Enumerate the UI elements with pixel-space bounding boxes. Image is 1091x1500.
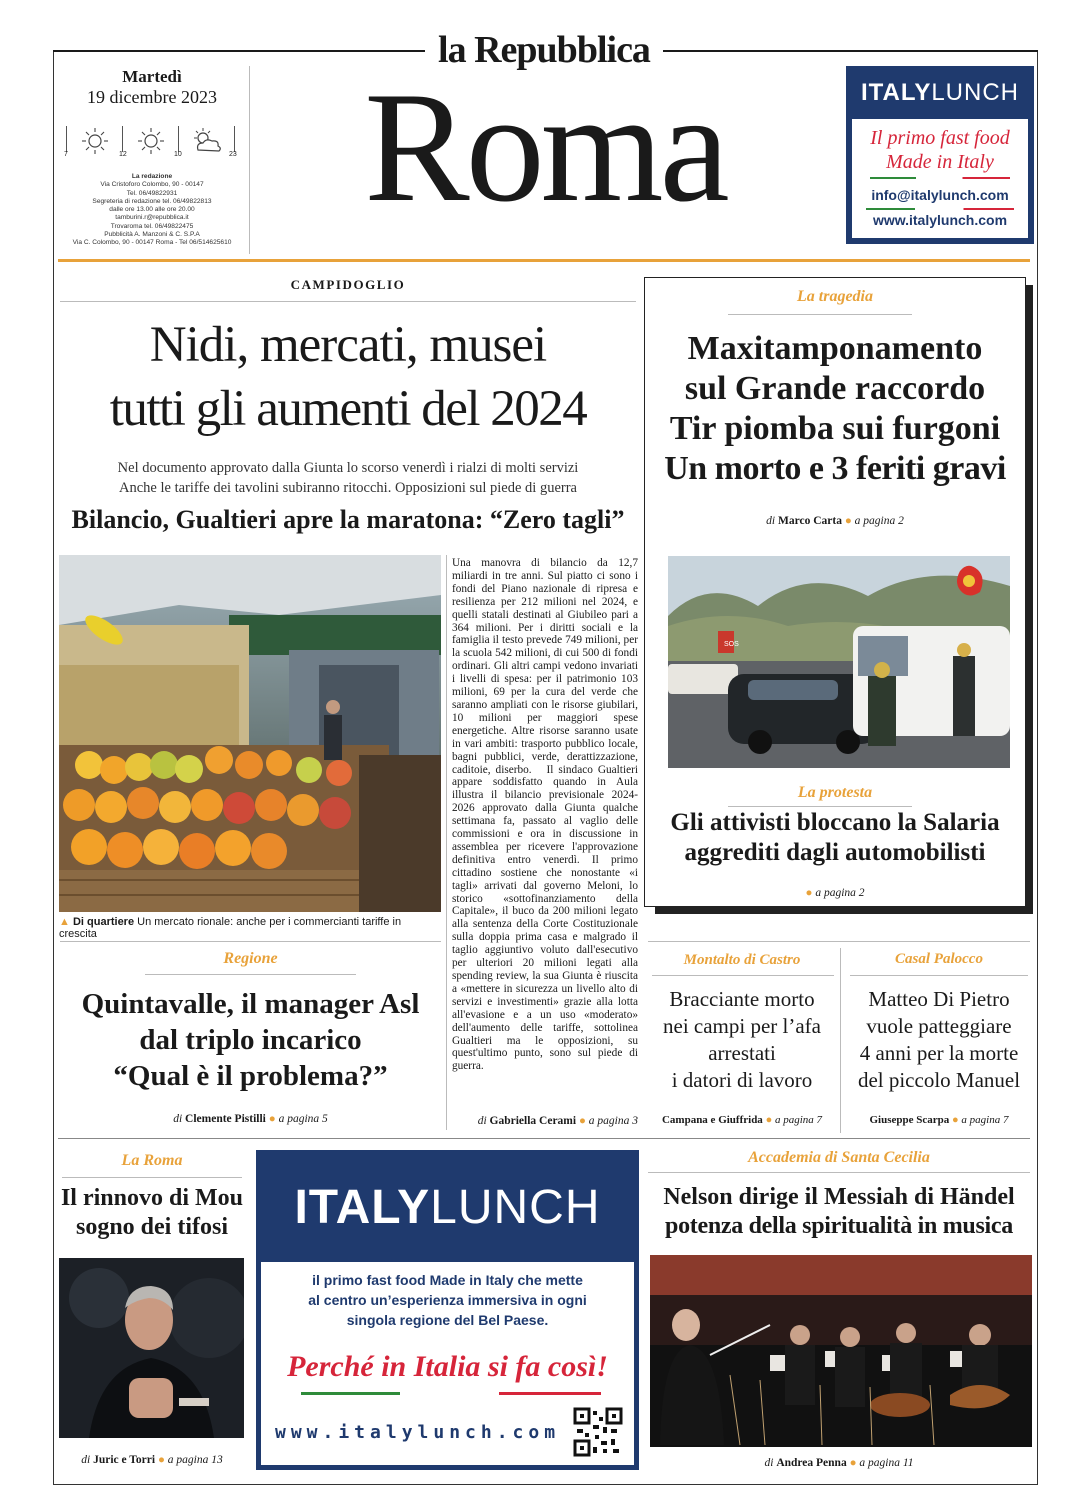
orchestra-photo xyxy=(650,1255,1032,1447)
cecilia-byline xyxy=(648,1457,1030,1469)
byline-author: Marco Carta xyxy=(777,515,842,527)
ad-top-email[interactable]: info@italylunch.com xyxy=(871,187,1009,203)
mourinho-photo xyxy=(59,1258,244,1438)
edition-title: Roma xyxy=(364,60,726,235)
regione-title: dal triplo incarico xyxy=(139,1024,362,1056)
ad-top-web[interactable]: www.italylunch.com xyxy=(872,212,1008,228)
masthead-rule-right xyxy=(663,50,1038,52)
redazione-title: La redazione xyxy=(131,173,173,180)
redazione-line: Via Cristoforo Colombo, 90 - 00147 xyxy=(100,181,204,189)
redazione-line: dalle ore 13.00 alle ore 20.00 xyxy=(109,206,195,214)
redazione-line: Segreteria di redazione tel. 06/49822813 xyxy=(92,197,212,205)
kicker-rule xyxy=(652,975,834,976)
byline-pre: di xyxy=(173,1113,183,1125)
montalto-title: arrestati xyxy=(708,1041,776,1065)
tragedia-title: sul Grande raccordo xyxy=(684,370,986,407)
laroma-title: Il rinnovo di Mou xyxy=(60,1185,244,1211)
masthead-accent-rule xyxy=(58,259,1030,262)
sun-icon xyxy=(78,126,112,156)
palocco-title: 4 anni per la morte xyxy=(859,1041,1019,1065)
kicker-rule xyxy=(728,314,912,315)
montalto-kicker: Montalto di Castro xyxy=(683,952,801,968)
ad-bottom-text: al centro un’esperienza immersiva in ogni xyxy=(308,1292,587,1308)
tragedia-title: Maxitamponamento xyxy=(687,330,983,367)
section-rule xyxy=(648,941,1030,942)
byline-author: Giuseppe Scarpa xyxy=(869,1114,950,1126)
tragedia-byline xyxy=(644,515,1026,527)
lead-byline xyxy=(452,1115,638,1127)
regione-kicker: Regione xyxy=(223,950,278,967)
byline-pre: di xyxy=(764,1457,774,1469)
regione-title: Quintavalle, il manager Asl xyxy=(81,988,420,1020)
palocco-title: Matteo Di Pietro xyxy=(868,987,1010,1011)
weather-sep xyxy=(66,126,67,152)
byline-page[interactable]: a pagina 3 xyxy=(588,1115,638,1127)
paper-name: la Repubblica xyxy=(438,29,650,71)
regione-byline xyxy=(60,1113,441,1125)
column-divider xyxy=(446,555,447,1130)
byline-page[interactable]: a pagina 11 xyxy=(859,1457,914,1469)
ad-brand-prefix: ITALY xyxy=(294,1181,431,1234)
tragedia-kicker: La tragedia xyxy=(797,288,873,305)
byline-author: Andrea Penna xyxy=(776,1457,847,1469)
section-label: CAMPIDOGLIO xyxy=(290,277,406,292)
byline-page[interactable]: a pagina 5 xyxy=(278,1113,328,1125)
lead-title: tutti gli aumenti del 2024 xyxy=(109,381,587,437)
orchestra-photo-art xyxy=(650,1255,1032,1447)
mourinho-photo-art xyxy=(59,1258,244,1438)
laroma-title: sogno dei tifosi xyxy=(75,1214,228,1240)
section-rule xyxy=(60,941,441,942)
byline-dot-icon: ● xyxy=(765,1114,773,1126)
laroma-byline xyxy=(60,1454,244,1466)
palocco-kicker: Casal Palocco xyxy=(895,951,983,967)
laroma-kicker: La Roma xyxy=(121,1152,183,1169)
byline-dot-icon: ● xyxy=(157,1454,165,1466)
masthead-date: 19 dicembre 2023 xyxy=(87,87,217,107)
weather-temp: 10 xyxy=(174,151,182,158)
byline-dot-icon: ● xyxy=(268,1113,276,1125)
ad-top-panel xyxy=(852,119,1028,238)
byline-page[interactable]: a pagina 7 xyxy=(774,1114,823,1126)
ad-top-slogan: Made in Italy xyxy=(886,151,994,173)
byline-page[interactable]: a pagina 13 xyxy=(167,1454,223,1466)
ad-brand-suffix: LUNCH xyxy=(931,79,1020,106)
ad-top[interactable] xyxy=(846,66,1034,244)
byline-dot-icon: ● xyxy=(844,515,852,527)
lead-subtitle: Bilancio, Gualtieri apre la maratona: “Zero tagli” xyxy=(71,505,625,534)
sos-sign: SOS xyxy=(724,641,739,648)
redazione-line: Via C. Colombo, 90 - 00147 Roma - Tel 06/514625610 xyxy=(72,239,232,247)
section-rule xyxy=(60,301,636,302)
protesta-byline xyxy=(644,887,1026,899)
montalto-title: i datori di lavoro xyxy=(671,1068,813,1092)
redazione-line: Pubblicità A. Manzoni & C. S.P.A xyxy=(104,231,200,239)
cecilia-title: potenza della spiritualità in musica xyxy=(665,1213,1013,1239)
ad-bottom-slogan: Perché in Italia si fa così! xyxy=(287,1350,608,1383)
kicker-rule xyxy=(728,806,912,807)
crash-photo xyxy=(668,556,1010,768)
ad-bottom-brand xyxy=(256,1180,639,1235)
kicker-rule xyxy=(145,974,356,975)
weather-sep xyxy=(122,126,123,152)
ad-bottom[interactable] xyxy=(256,1150,639,1470)
kicker-rule xyxy=(648,1172,1030,1173)
ad-top-stripe xyxy=(870,177,1010,179)
montalto-title: nei campi per l’afa xyxy=(663,1014,821,1038)
ad-bottom-web[interactable]: www.italylunch.com xyxy=(275,1422,561,1443)
byline-author: Juric e Torri xyxy=(93,1454,156,1466)
masthead-divider xyxy=(249,66,250,254)
redazione-line: Tel. 06/49822931 xyxy=(126,189,178,197)
kicker-rule xyxy=(850,975,1028,976)
photo-caption xyxy=(59,916,441,940)
kicker-rule xyxy=(62,1177,242,1178)
ad-top-slogan: Il primo fast food xyxy=(870,127,1010,149)
tragedia-title: Tir piomba sui furgoni xyxy=(669,410,1001,447)
cecilia-kicker: Accademia di Santa Cecilia xyxy=(748,1149,930,1166)
masthead-day: Martedì xyxy=(122,67,182,86)
market-photo xyxy=(59,555,441,912)
tragedia-title: Un morto e 3 feriti gravi xyxy=(664,450,1006,487)
lead-title: Nidi, mercati, musei xyxy=(149,317,547,373)
redazione-line: Trovaroma tel. 06/49822475 xyxy=(110,222,194,230)
byline-pre: di xyxy=(766,515,776,527)
ad-top-stripe xyxy=(866,208,1014,210)
montalto-title: Bracciante morto xyxy=(669,987,815,1011)
byline-author: Clemente Pistilli xyxy=(185,1113,266,1125)
palocco-title: vuole patteggiare xyxy=(866,1014,1012,1038)
protesta-title: Gli attivisti bloccano la Salaria xyxy=(670,809,1000,836)
palocco-title: del piccolo Manuel xyxy=(857,1068,1021,1092)
weather-sep xyxy=(178,126,179,152)
lead-summary: Nel documento approvato dalla Giunta lo scorso venerdì i rialzi di molti servizi xyxy=(117,460,579,476)
qr-code-icon[interactable] xyxy=(573,1407,623,1457)
regione-title: “Qual è il problema?” xyxy=(113,1060,388,1092)
sun-icon xyxy=(134,126,168,156)
byline-dot-icon: ● xyxy=(805,887,813,899)
caption-text: Un mercato rionale: anche per i commercianti tariffe in crescita xyxy=(59,916,402,940)
protesta-title: aggrediti dagli automobilisti xyxy=(684,839,986,866)
weather-strip xyxy=(64,122,244,162)
redazione-line: tamburini.r@repubblica.it xyxy=(115,214,189,222)
protesta-kicker: La protesta xyxy=(797,784,873,801)
ad-brand-suffix: LUNCH xyxy=(430,1181,601,1234)
caption-label: Di quartiere xyxy=(72,916,135,928)
palocco-byline xyxy=(846,1114,1032,1126)
cecilia-title: Nelson dirige il Messiah di Händel xyxy=(663,1184,1015,1210)
byline-page[interactable]: a pagina 7 xyxy=(961,1114,1009,1126)
weather-sep xyxy=(234,126,235,152)
column-divider xyxy=(840,948,841,1133)
byline-pre: di xyxy=(81,1454,91,1466)
crash-photo-art xyxy=(668,556,1010,768)
weather-temp: 12 xyxy=(119,151,127,158)
ad-bottom-panel xyxy=(261,1262,634,1465)
montalto-byline xyxy=(648,1114,836,1126)
lead-summary: Anche le tariffe dei tavolini subiranno ritocchi. Opposizioni sul piede di guerra xyxy=(119,480,577,496)
lead-body: Una manovra di bilancio da 12,7 miliardi in tre anni. Sul piatto ci sono i fondi del Piano nazionale di ripresa e resilienza per 212 milioni nel 2024, e quelli statali destinati al Giubileo pari a 364 milioni. Per i diritti sociali e la famiglia il testo prevede 749 milioni, per la scuola 542 milioni, di cui 500 di fondi ordinari. Gli altri campi vedono invariati i livelli di spesa: per il patrimonio 103 milioni, 69 per la cura del verde che saranno ampliati con le risorse giubilari, 10 milioni per maggiori spese energetiche. Altre risorse saranno usate in vari ambiti: trasporto pubblico locale, bagni pubblici, verde, derattizzazione, caditoie, diserbo. Il sindaco Gualtieri appare soddisfatto quando in Aula illustra il bilancio previsionale 2024-2026 approvato dalla Giunta qualche settimana fa, passato al vaglio delle commissioni e ora in discussione in assemblea per ricevere l'approvazione definitiva entro venerdì. Il primo cittadino sostiene che nonostante «i tagli» arrivati dal governo Meloni, lo storico «sottofinanziamento della Capitale», il buco da 200 milioni legato alla sentenza della Corte Costituzionale sulla doppia prima casa e malgrado il taglio aggiuntivo voluto dall'esecutivo per ulteriori 20 milioni legati alla spending review, la sua Giunta è riuscita a «mettere in sicurezza un livello alto di servizi e investimenti» grazie alla lotta all'evasione e a un uso «moderato» dell'aumento delle tariffe, sottolinea Gualtieri ma le opposizioni, su quest'ultimo punto, sono sul piede di guerra. xyxy=(452,557,638,1073)
ad-top-brand xyxy=(846,79,1034,107)
byline-page[interactable]: a pagina 2 xyxy=(815,887,865,899)
masthead-rule-left xyxy=(53,50,425,52)
ad-bottom-stripe xyxy=(301,1392,601,1395)
caption-triangle-icon: ▲ xyxy=(59,916,70,928)
section-rule xyxy=(58,1138,1030,1139)
byline-dot-icon: ● xyxy=(578,1115,586,1127)
byline-author: Campana e Giuffrida xyxy=(661,1114,763,1126)
ad-brand-prefix: ITALY xyxy=(860,79,932,106)
byline-author: Gabriella Cerami xyxy=(489,1115,577,1127)
cloud-sun-icon xyxy=(188,126,224,156)
byline-dot-icon: ● xyxy=(849,1457,857,1469)
byline-pre: di xyxy=(477,1115,487,1127)
redazione-info xyxy=(62,173,242,248)
ad-bottom-text: singola regione del Bel Paese. xyxy=(346,1312,549,1328)
byline-dot-icon: ● xyxy=(952,1114,959,1126)
market-photo-art xyxy=(59,555,441,912)
weather-temp: 23 xyxy=(229,151,237,158)
ad-bottom-text: il primo fast food Made in Italy che mette xyxy=(312,1272,583,1288)
byline-page[interactable]: a pagina 2 xyxy=(854,515,904,527)
weather-temp: 7 xyxy=(64,151,68,158)
